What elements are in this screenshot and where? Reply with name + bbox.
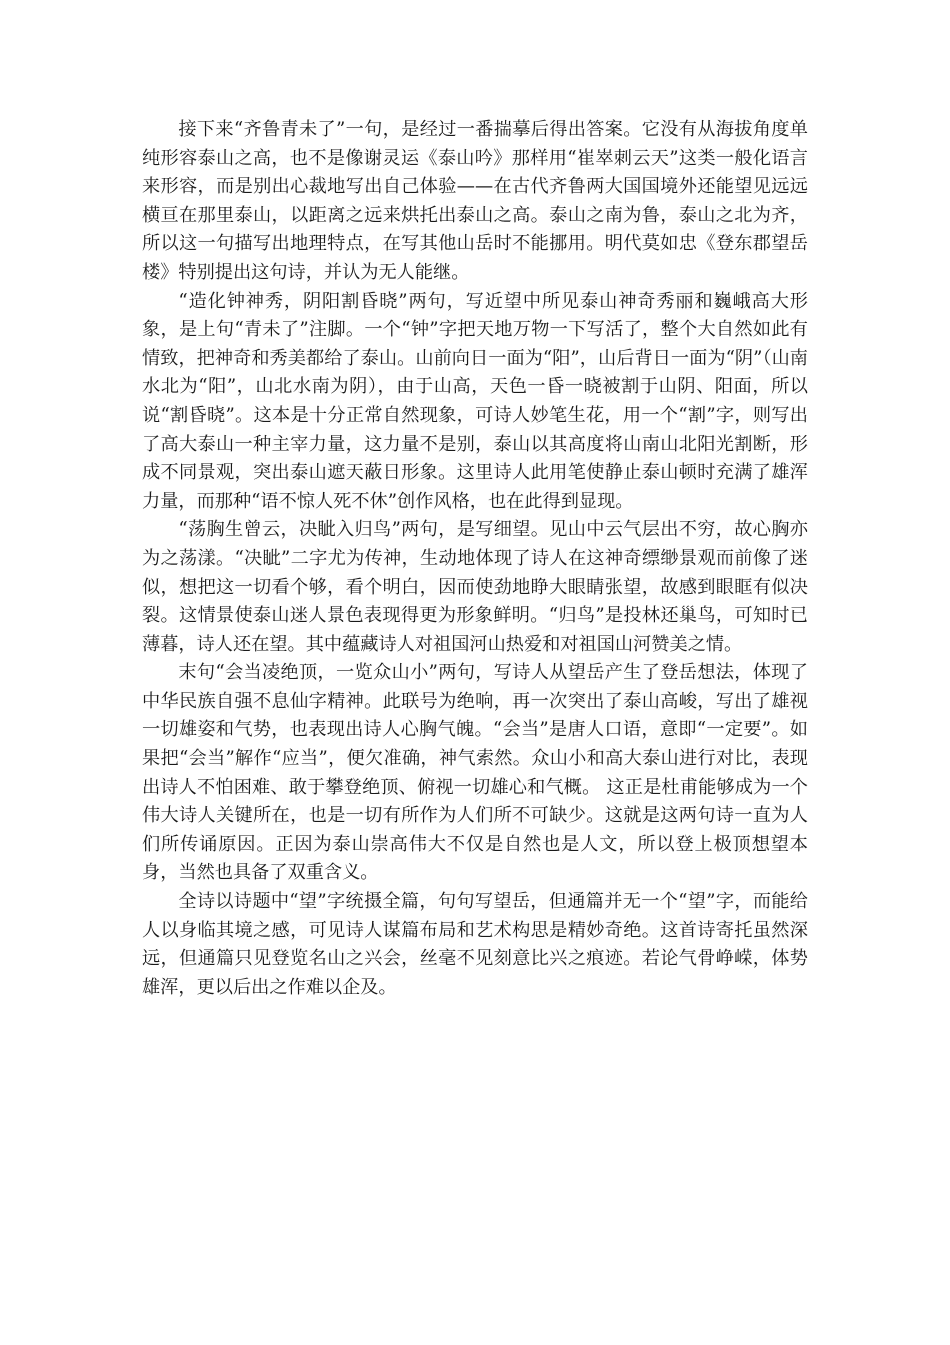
paragraph-5: 全诗以诗题中“望”字统摄全篇，句句写望岳，但通篇并无一个“望”字，而能给人以身临其境之感，可见诗人谋篇布局和艺术构思是精妙奇绝。这首诗寄托虽然深远，但通篇只见登览名山之兴会，丝毫不见刻意比兴之痕迹。若论气骨峥嵘，体势雄浑，更以后出之作难以企及。 [142,891,808,998]
paragraph-1: 接下来“齐鲁青未了”一句，是经过一番揣摹后得出答案。它没有从海拔角度单纯形容泰山之高，也不是像谢灵运《泰山吟》那样用“崔崒刺云天”这类一般化语言来形容，而是别出心裁地写出自己体验——在古代齐鲁两大国国境外还能望见远远横亘在那里泰山，以距离之远来烘托出泰山之高。泰山之南为鲁，泰山之北为齐，所以这一句描写出地理特点，在写其他山岳时不能挪用。明代莫如忠《登东郡望岳楼》特别提出这句诗，并认为无人能继。 [142,119,808,283]
paragraph-2: “造化钟神秀，阴阳割昏晓”两句，写近望中所见泰山神奇秀丽和巍峨高大形象，是上句“青未了”注脚。一个“钟”字把天地万物一下写活了，整个大自然如此有情致，把神奇和秀美都给了泰山。山前向日一面为“阳”，山后背日一面为“阴”（山南水北为“阳”，山北水南为阴），由于山高，天色一昏一晓被割于山阴、阳面，所以说“割昏晓”。这本是十分正常自然现象，可诗人妙笔生花，用一个“割”字，则写出了高大泰山一种主宰力量，这力量不是别，泰山以其高度将山南山北阳光割断，形成不同景观，突出泰山遮天蔽日形象。这里诗人此用笔使静止泰山顿时充满了雄浑力量，而那种“语不惊人死不休”创作风格，也在此得到显现。 [142,290,808,512]
paragraph-3: “荡胸生曾云，决眦入归鸟”两句，是写细望。见山中云气层出不穷，故心胸亦为之荡漾。“决眦”二字尤为传神，生动地体现了诗人在这神奇缥缈景观而前像了迷似，想把这一切看个够，看个明白，因而使劲地睁大眼睛张望，故感到眼眶有似决裂。这情景使泰山迷人景色表现得更为形象鲜明。“归鸟”是投林还巢鸟，可知时已薄暮，诗人还在望。其中蕴藏诗人对祖国河山热爱和对祖国山河赞美之情。 [142,519,808,655]
paragraph-4: 末句“会当凌绝顶，一览众山小”两句，写诗人从望岳产生了登岳想法，体现了中华民族自强不息仙字精神。此联号为绝响，再一次突出了泰山高峻，写出了雄视一切雄姿和气势，也表现出诗人心胸气魄。“会当”是唐人口语，意即“一定要”。如果把“会当”解作“应当”，便欠准确，神气索然。众山小和高大泰山进行对比，表现出诗人不怕困难、敢于攀登绝顶、俯视一切雄心和气概。 这正是杜甫能够成为一个伟大诗人关键所在，也是一切有所作为人们所不可缺少。这就是这两句诗一直为人们所传诵原因。正因为泰山崇高伟大不仅是自然也是人文，所以登上极顶想望本身，当然也具备了双重含义。 [142,662,808,884]
document-body [142,116,808,1002]
